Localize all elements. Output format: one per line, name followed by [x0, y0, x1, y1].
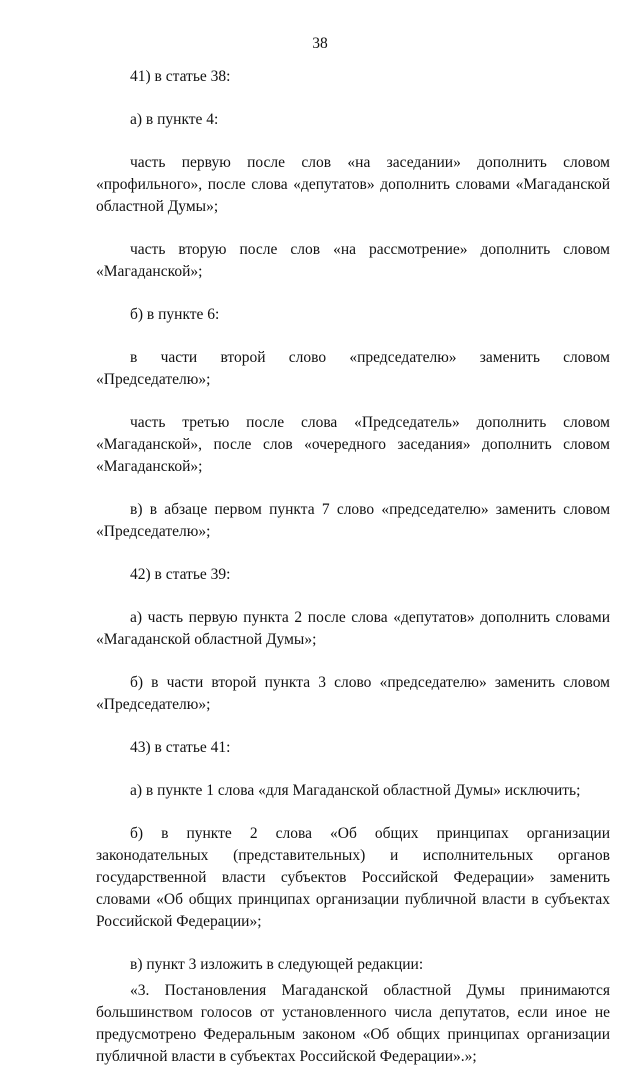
paragraph-41a: а) в пункте 4: [130, 111, 219, 128]
paragraph-42-header: 42) в статье 39: [130, 566, 231, 583]
paragraph-41-header: 41) в статье 38: [130, 68, 231, 85]
paragraph-41b-part3: часть третью после слова «Председатель» дополнить словом «Магаданской», после слов «очередного заседания» дополнить словом «Магаданской»; [96, 414, 610, 475]
paragraph-43b: б) в пункте 2 слова «Об общих принципах организации законодательных (представительных) и исполнительных органов государственной власти субъектов Российской Федерации» заменить словами «Об общих принципах организации публичной власти в субъектах Российской Федерации»; [96, 825, 610, 930]
paragraph-43a: а) в пункте 1 слова «для Магаданской областной Думы» исключить; [130, 782, 581, 799]
paragraph-43c: в) пункт 3 изложить в следующей редакции: [130, 956, 424, 973]
paragraph-41b-part2: в части второй слово «председателю» заменить словом «Председателю»; [96, 349, 610, 388]
page-number: 38 [312, 35, 328, 52]
paragraph-43c-quote: «3. Постановления Магаданской областной Думы принимаются большинством голосов от установленного числа депутатов, если иное не предусмотрено Федеральным законом «Об общих принципах организации публичной власти в субъектах Российской Федерации».»; [96, 982, 610, 1065]
paragraph-41a-part2: часть вторую после слов «на рассмотрение» дополнить словом «Магаданской»; [96, 241, 610, 280]
paragraph-43-header: 43) в статье 41: [130, 739, 231, 756]
document-body [96, 66, 610, 1068]
paragraph-42b: б) в части второй пункта 3 слово «председателю» заменить словом «Председателю»; [96, 674, 610, 713]
paragraph-41c: в) в абзаце первом пункта 7 слово «председателю» заменить словом «Председателю»; [96, 501, 610, 540]
paragraph-41a-part1: часть первую после слов «на заседании» дополнить словом «профильного», после слова «депутатов» дополнить словами «Магаданской областной Думы»; [96, 154, 610, 215]
paragraph-41b: б) в пункте 6: [130, 306, 220, 323]
paragraph-42a: а) часть первую пункта 2 после слова «депутатов» дополнить словами «Магаданской областной Думы»; [96, 609, 610, 648]
